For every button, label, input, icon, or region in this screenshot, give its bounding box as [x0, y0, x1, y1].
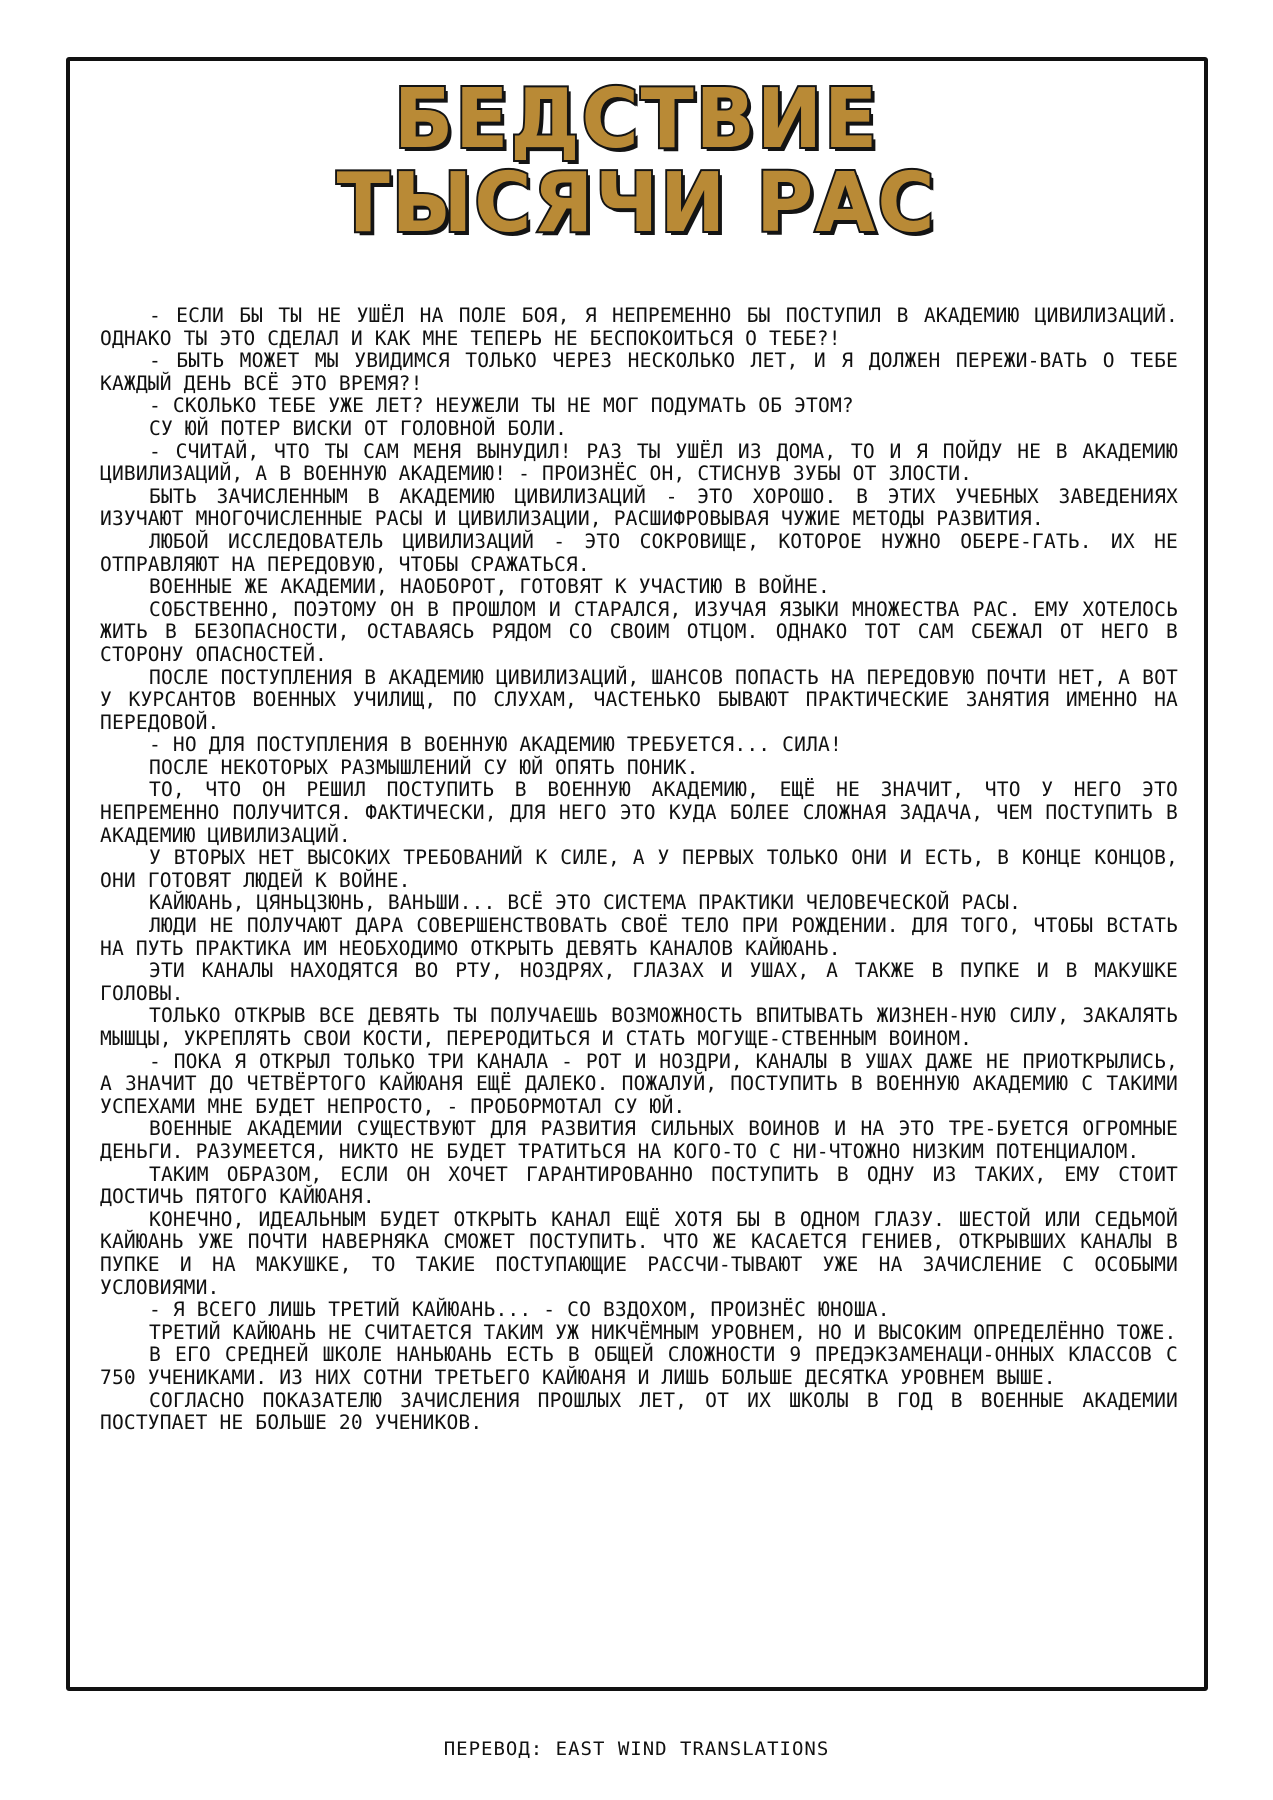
- paragraph: БЫТЬ ЗАЧИСЛЕННЫМ В АКАДЕМИЮ ЦИВИЛИЗАЦИЙ - ЭТО ХОРОШО. В ЭТИХ УЧЕБНЫХ ЗАВЕДЕНИЯХ ИЗУЧАЮТ МНОГОЧИСЛЕННЫЕ РАСЫ И ЦИВИЛИЗАЦИИ, РАСШИФРОВЫВАЯ ЧУЖИЕ МЕТОДЫ РАЗВИТИЯ.: [100, 484, 1178, 531]
- paragraph: ЛЮБОЙ ИССЛЕДОВАТЕЛЬ ЦИВИЛИЗАЦИЙ - ЭТО СОКРОВИЩЕ, КОТОРОЕ НУЖНО ОБЕРЕ-ГАТЬ. ИХ НЕ ОТПРАВЛЯЮТ НА ПЕРЕДОВУЮ, ЧТОБЫ СРАЖАТЬСЯ.: [100, 529, 1178, 576]
- body-text: [100, 305, 1178, 1435]
- paragraph: ТО, ЧТО ОН РЕШИЛ ПОСТУПИТЬ В ВОЕННУЮ АКАДЕМИЮ, ЕЩЁ НЕ ЗНАЧИТ, ЧТО У НЕГО ЭТО НЕПРЕМЕННО ПОЛУЧИТСЯ. ФАКТИЧЕСКИ, ДЛЯ НЕГО ЭТО КУДА БОЛЕЕ СЛОЖНАЯ ЗАДАЧА, ЧЕМ ПОСТУПИТЬ В АКАДЕМИЮ ЦИВИЛИЗАЦИЙ.: [100, 778, 1178, 847]
- paragraph: ПОСЛЕ НЕКОТОРЫХ РАЗМЫШЛЕНИЙ СУ ЮЙ ОПЯТЬ ПОНИК.: [149, 755, 699, 779]
- paragraph: СОГЛАСНО ПОКАЗАТЕЛЮ ЗАЧИСЛЕНИЯ ПРОШЛЫХ ЛЕТ, ОТ ИХ ШКОЛЫ В ГОД В ВОЕННЫЕ АКАДЕМИИ ПОСТУПАЕТ НЕ БОЛЬШЕ 20 УЧЕНИКОВ.: [100, 1388, 1178, 1435]
- paragraph: - Я ВСЕГО ЛИШЬ ТРЕТИЙ КАЙЮАНЬ... - СО ВЗДОХОМ, ПРОИЗНЁС ЮНОША.: [149, 1298, 890, 1322]
- paragraph: - СКОЛЬКО ТЕБЕ УЖЕ ЛЕТ? НЕУЖЕЛИ ТЫ НЕ МОГ ПОДУМАТЬ ОБ ЭТОМ?: [149, 394, 854, 418]
- paragraph: ТРЕТИЙ КАЙЮАНЬ НЕ СЧИТАЕТСЯ ТАКИМ УЖ НИКЧЁМНЫМ УРОВНЕМ, НО И ВЫСОКИМ ОПРЕДЕЛЁННО ТОЖЕ.: [149, 1320, 1177, 1344]
- paragraph: ВОЕННЫЕ ЖЕ АКАДЕМИИ, НАОБОРОТ, ГОТОВЯТ К УЧАСТИЮ В ВОЙНЕ.: [149, 575, 830, 599]
- paragraph: КАЙЮАНЬ, ЦЯНЬЦЗЮНЬ, ВАНЬШИ... ВСЁ ЭТО СИСТЕМА ПРАКТИКИ ЧЕЛОВЕЧЕСКОЙ РАСЫ.: [149, 891, 1022, 915]
- paragraph: - БЫТЬ МОЖЕТ МЫ УВИДИМСЯ ТОЛЬКО ЧЕРЕЗ НЕСКОЛЬКО ЛЕТ, И Я ДОЛЖЕН ПЕРЕЖИ-ВАТЬ О ТЕБЕ КАЖДЫЙ ДЕНЬ ВСЁ ЭТО ВРЕМЯ?!: [100, 349, 1178, 395]
- title-line-2: ТЫСЯЧИ РАС: [336, 156, 937, 251]
- paragraph: У ВТОРЫХ НЕТ ВЫСОКИХ ТРЕБОВАНИЙ К СИЛЕ, А У ПЕРВЫХ ТОЛЬКО ОНИ И ЕСТЬ, В КОНЦЕ КОНЦОВ, ОНИ ГОТОВЯТ ЛЮДЕЙ К ВОЙНЕ.: [100, 846, 1178, 892]
- paragraph: В ЕГО СРЕДНЕЙ ШКОЛЕ НАНЬЮАНЬ ЕСТЬ В ОБЩЕЙ СЛОЖНОСТИ 9 ПРЕДЭКЗАМЕНАЦИ-ОННЫХ КЛАССОВ С 750 УЧЕНИКАМИ. ИЗ НИХ СОТНИ ТРЕТЬЕГО КАЙЮАНЯ И ЛИШЬ БОЛЬШЕ ДЕСЯТКА УРОВНЕМ ВЫШЕ.: [100, 1343, 1178, 1389]
- paragraph: СУ ЮЙ ПОТЕР ВИСКИ ОТ ГОЛОВНОЙ БОЛИ.: [149, 416, 568, 440]
- paragraph: - ЕСЛИ БЫ ТЫ НЕ УШЁЛ НА ПОЛЕ БОЯ, Я НЕПРЕМЕННО БЫ ПОСТУПИЛ В АКАДЕМИЮ ЦИВИЛИЗАЦИЙ. ОДНАКО ТЫ ЭТО СДЕЛАЛ И КАК МНЕ ТЕПЕРЬ НЕ БЕСПОКОИТЬСЯ О ТЕБЕ?!: [100, 304, 1178, 350]
- paragraph: - СЧИТАЙ, ЧТО ТЫ САМ МЕНЯ ВЫНУДИЛ! РАЗ ТЫ УШЁЛ ИЗ ДОМА, ТО И Я ПОЙДУ НЕ В АКАДЕМИЮ ЦИВИЛИЗАЦИЙ, А В ВОЕННУЮ АКАДЕМИЮ! - ПРОИЗНЁС ОН, СТИСНУВ ЗУБЫ ОТ ЗЛОСТИ.: [100, 439, 1178, 486]
- paragraph: - НО ДЛЯ ПОСТУПЛЕНИЯ В ВОЕННУЮ АКАДЕМИЮ ТРЕБУЕТСЯ... СИЛА!: [149, 733, 842, 757]
- paragraph: ВОЕННЫЕ АКАДЕМИИ СУЩЕСТВУЮТ ДЛЯ РАЗВИТИЯ СИЛЬНЫХ ВОИНОВ И НА ЭТО ТРЕ-БУЕТСЯ ОГРОМНЫЕ ДЕНЬГИ. РАЗУМЕЕТСЯ, НИКТО НЕ БУДЕТ ТРАТИТЬСЯ НА КОГО-ТО С НИ-ЧТОЖНО НИЗКИМ ПОТЕНЦИАЛОМ.: [100, 1117, 1178, 1163]
- paragraph: ЛЮДИ НЕ ПОЛУЧАЮТ ДАРА СОВЕРШЕНСТВОВАТЬ СВОЁ ТЕЛО ПРИ РОЖДЕНИИ. ДЛЯ ТОГО, ЧТОБЫ ВСТАТЬ НА ПУТЬ ПРАКТИКА ИМ НЕОБХОДИМО ОТКРЫТЬ ДЕВЯТЬ КАНАЛОВ КАЙЮАНЬ.: [100, 914, 1178, 960]
- title-line-1: БЕДСТВИЕ: [393, 72, 880, 167]
- translation-credit: ПЕРЕВОД: EAST WIND TRANSLATIONS: [443, 1738, 830, 1760]
- paragraph: ТАКИМ ОБРАЗОМ, ЕСЛИ ОН ХОЧЕТ ГАРАНТИРОВАННО ПОСТУПИТЬ В ОДНУ ИЗ ТАКИХ, ЕМУ СТОИТ ДОСТИЧЬ ПЯТОГО КАЙЮАНЯ.: [100, 1162, 1178, 1209]
- paragraph: ЭТИ КАНАЛЫ НАХОДЯТСЯ ВО РТУ, НОЗДРЯХ, ГЛАЗАХ И УШАХ, А ТАКЖЕ В ПУПКЕ И В МАКУШКЕ ГОЛОВЫ.: [100, 959, 1178, 1005]
- paragraph: ПОСЛЕ ПОСТУПЛЕНИЯ В АКАДЕМИЮ ЦИВИЛИЗАЦИЙ, ШАНСОВ ПОПАСТЬ НА ПЕРЕДОВУЮ ПОЧТИ НЕТ, А ВОТ У КУРСАНТОВ ВОЕННЫХ УЧИЛИЩ, ПО СЛУХАМ, ЧАСТЕНЬКО БЫВАЮТ ПРАКТИЧЕСКИЕ ЗАНЯТИЯ ИМЕННО НА ПЕРЕДОВОЙ.: [100, 665, 1178, 734]
- paragraph: - ПОКА Я ОТКРЫЛ ТОЛЬКО ТРИ КАНАЛА - РОТ И НОЗДРИ, КАНАЛЫ В УШАХ ДАЖЕ НЕ ПРИОТКРЫЛИСЬ, А ЗНАЧИТ ДО ЧЕТВЁРТОГО КАЙЮАНЯ ЕЩЁ ДАЛЕКО. ПОЖАЛУЙ, ПОСТУПИТЬ В ВОЕННУЮ АКАДЕМИЮ С ТАКИМИ УСПЕХАМИ МНЕ БУДЕТ НЕПРОСТО, - ПРОБОРМОТАЛ СУ ЮЙ.: [100, 1049, 1178, 1118]
- paragraph: ТОЛЬКО ОТКРЫВ ВСЕ ДЕВЯТЬ ТЫ ПОЛУЧАЕШЬ ВОЗМОЖНОСТЬ ВПИТЫВАТЬ ЖИЗНЕН-НУЮ СИЛУ, ЗАКАЛЯТЬ МЫШЦЫ, УКРЕПЛЯТЬ СВОИ КОСТИ, ПЕРЕРОДИТЬСЯ И СТАТЬ МОГУЩЕ-СТВЕННЫМ ВОИНОМ.: [100, 1004, 1178, 1050]
- paragraph: КОНЕЧНО, ИДЕАЛЬНЫМ БУДЕТ ОТКРЫТЬ КАНАЛ ЕЩЁ ХОТЯ БЫ В ОДНОМ ГЛАЗУ. ШЕСТОЙ ИЛИ СЕДЬМОЙ КАЙЮАНЬ УЖЕ ПОЧТИ НАВЕРНЯКА СМОЖЕТ ПОСТУПИТЬ. ЧТО ЖЕ КАСАЕТСЯ ГЕНИЕВ, ОТКРЫВШИХ КАНАЛЫ В ПУПКЕ И НА МАКУШКЕ, ТО ТАКИЕ ПОСТУПАЮЩИЕ РАССЧИ-ТЫВАЮТ УЖЕ НА ЗАЧИСЛЕНИЕ С ОСОБЫМИ УСЛОВИЯМИ.: [100, 1207, 1178, 1299]
- paragraph: СОБСТВЕННО, ПОЭТОМУ ОН В ПРОШЛОМ И СТАРАЛСЯ, ИЗУЧАЯ ЯЗЫКИ МНОЖЕСТВА РАС. ЕМУ ХОТЕЛОСЬ ЖИТЬ В БЕЗОПАСНОСТИ, ОСТАВАЯСЬ РЯДОМ СО СВОИМ ОТЦОМ. ОДНАКО ТОТ САМ СБЕЖАЛ ОТ НЕГО В СТОРОНУ ОПАСНОСТЕЙ.: [100, 597, 1178, 666]
- chapter-title: [203, 72, 1070, 251]
